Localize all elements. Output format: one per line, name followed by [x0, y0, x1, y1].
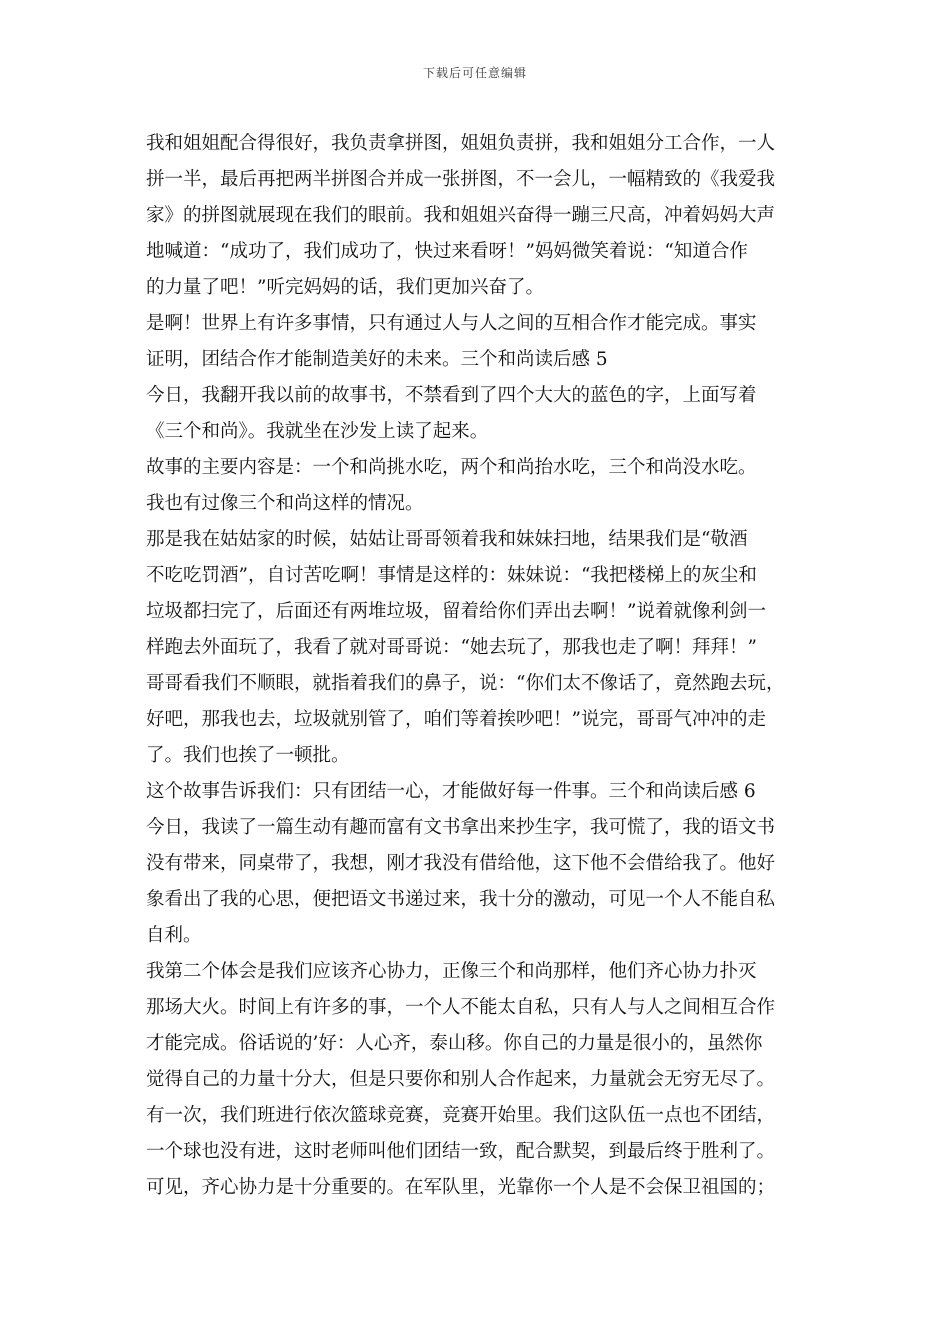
text-line: 《三个和尚》。我就坐在沙发上读了起来。: [146, 421, 489, 442]
text-line: 今日，我读了一篇生动有趣而富有文书拿出来抄生字，我可慌了，我的语文书: [146, 817, 776, 838]
text-line: 我第二个体会是我们应该齐心协力，正像三个和尚那样，他们齐心协力扑灭: [146, 961, 757, 982]
text-line: 那场大火。时间上有许多的事，一个人不能太自私，只有人与人之间相互合作: [146, 997, 776, 1018]
text-line: 一个球也没有进，这时老师叫他们团结一致，配合默契，到最后终于胜利了。: [146, 1141, 776, 1162]
text-line: 那是我在姑姑家的时候，姑姑让哥哥领着我和妹妹扫地，结果我们是“敬酒: [146, 529, 748, 550]
text-line: 样跑去外面玩了，我看了就对哥哥说：“她去玩了，那我也走了啊！拜拜！”: [146, 637, 757, 658]
text-line: 象看出了我的心思，便把语文书递过来，我十分的激动，可见一个人不能自私: [146, 889, 776, 910]
text-line: 没有带来，同桌带了，我想，刚才我没有借给他，这下他不会借给我了。他好: [146, 853, 776, 874]
text-line: 可见，齐心协力是十分重要的。在军队里，光靠你一个人是不会保卫祖国的；: [146, 1177, 776, 1198]
text-line: 哥哥看我们不顺眼，就指着我们的鼻子，说：“你们太不像话了，竟然跑去玩，: [146, 673, 785, 694]
text-line: 才能完成。俗话说的’好：人心齐，泰山移。你自己的力量是很小的，虽然你: [146, 1033, 763, 1054]
text-line: 家》的拼图就展现在我们的眼前。我和姐姐兴奋得一蹦三尺高，冲着妈妈大声: [146, 205, 776, 226]
text-line: 了。我们也挨了一顿批。: [146, 745, 350, 766]
text-line: 拼一半，最后再把两半拼图合并成一张拼图，不一会儿，一幅精致的《我爱我: [146, 169, 776, 190]
text-line: 垃圾都扫完了，后面还有两堆垃圾，留着给你们弄出去啊！”说着就像利剑一: [146, 601, 766, 622]
body-text: [146, 126, 826, 1206]
text-line: 有一次，我们班进行依次篮球竞赛，竞赛开始里。我们这队伍一点也不团结，: [146, 1105, 776, 1126]
text-line: 我也有过像三个和尚这样的情况。: [146, 493, 424, 514]
text-line: 好吧，那我也去，垃圾就别管了，咱们等着挨吵吧！”说完，哥哥气冲冲的走: [146, 709, 766, 730]
text-line: 这个故事告诉我们：只有团结一心，才能做好每一件事。三个和尚读后感 6: [146, 781, 756, 802]
text-line: 自利。: [146, 925, 202, 946]
header-note: 下载后可任意编辑: [422, 66, 527, 80]
text-line: 我和姐姐配合得很好，我负责拿拼图，姐姐负责拼，我和姐姐分工合作，一人: [146, 133, 776, 154]
text-line: 证明，团结合作才能制造美好的未来。三个和尚读后感 5: [146, 349, 608, 370]
text-line: 不吃吃罚酒”，自讨苦吃啊！事情是这样的：妹妹说：“我把楼梯上的灰尘和: [146, 565, 757, 586]
text-line: 觉得自己的力量十分大，但是只要你和别人合作起来，力量就会无穷无尽了。: [146, 1069, 776, 1090]
text-line: 是啊！世界上有许多事情，只有通过人与人之间的互相合作才能完成。事实: [146, 313, 757, 334]
text-line: 地喊道：“成功了，我们成功了，快过来看呀！”妈妈微笑着说：“知道合作: [146, 241, 748, 262]
text-line: 的力量了吧！”听完妈妈的话，我们更加兴奋了。: [146, 277, 544, 298]
text-line: 故事的主要内容是：一个和尚挑水吃，两个和尚抬水吃，三个和尚没水吃。: [146, 457, 757, 478]
text-line: 今日，我翻开我以前的故事书，不禁看到了四个大大的蓝色的字，上面写着: [146, 385, 757, 406]
